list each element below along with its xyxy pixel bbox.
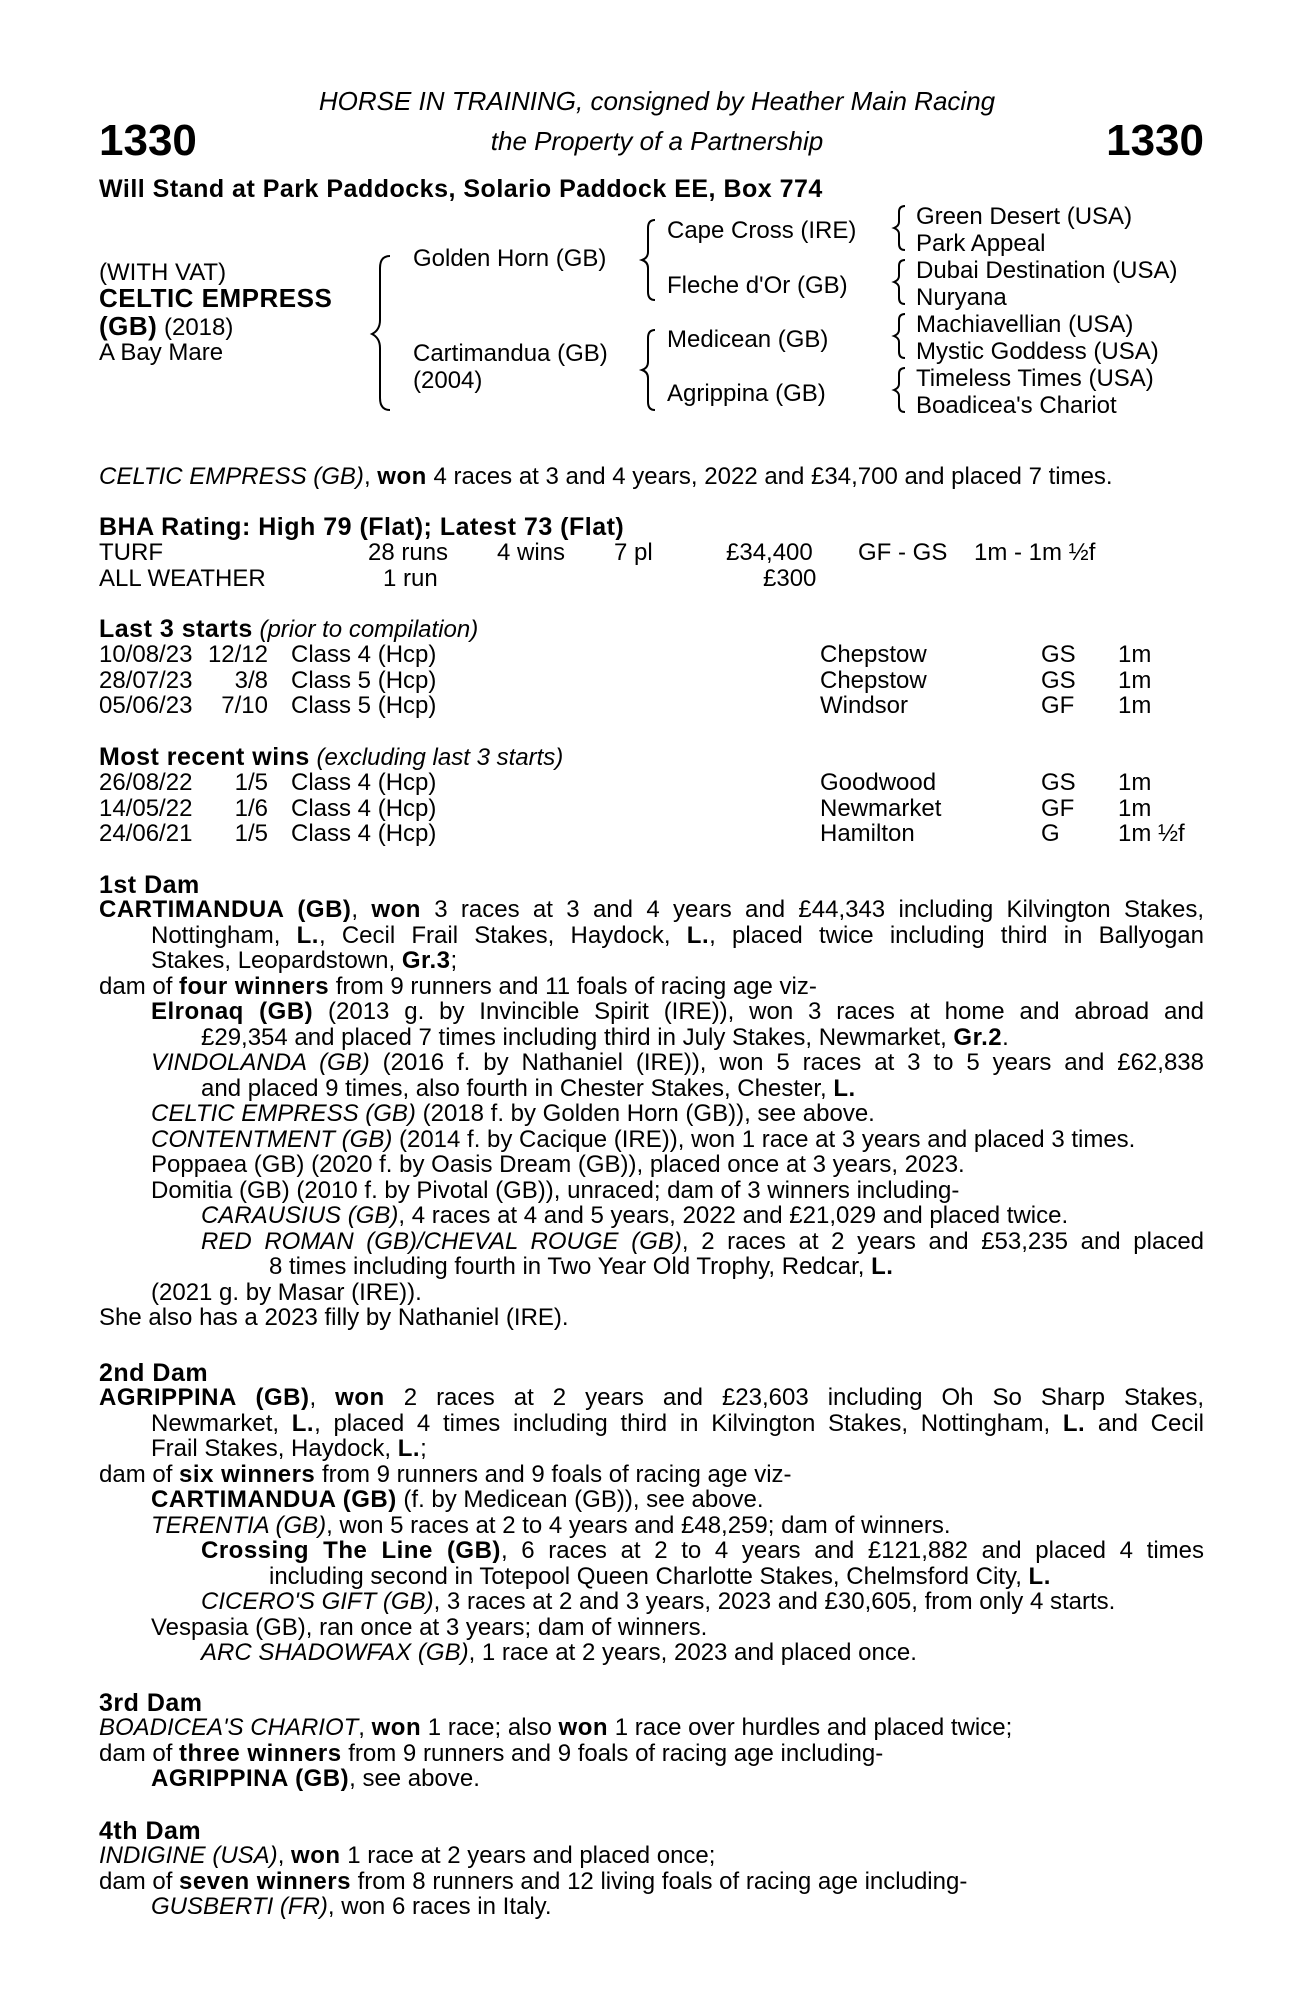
dam1-line7: VINDOLANDA (GB) (2016 f. by Nathaniel (IRE)), won 5 races at 3 to 5 years and £62,838 bbox=[151, 1049, 1204, 1076]
pedigree-sire-dam: Fleche d'Or (GB) bbox=[667, 272, 848, 299]
consignor-line: HORSE IN TRAINING, consigned by Heather Main Racing bbox=[318, 86, 996, 116]
brace-gen3-2 bbox=[894, 260, 905, 304]
bha-rating: BHA Rating: High 79 (Flat); Latest 73 (Flat) bbox=[99, 513, 625, 541]
horse-country: (GB) bbox=[99, 311, 158, 341]
dam2-line6: TERENTIA (GB), won 5 races at 2 to 4 years and £48,259; dam of winners. bbox=[151, 1511, 951, 1539]
recent-row-1-date: 26/08/22 bbox=[99, 769, 193, 796]
last3-row-2-date: 28/07/23 bbox=[99, 666, 193, 694]
last3-row-2-cls: Class 5 (Hcp) bbox=[291, 666, 437, 694]
last3-row-3-dist: 1m bbox=[1118, 692, 1152, 719]
recent-row-2-date: 14/05/22 bbox=[99, 794, 193, 822]
dam3-line2: dam of three winners from 9 runners and 9 foals of racing age including- bbox=[99, 1739, 884, 1767]
dam2-line5: CARTIMANDUA (GB) (f. by Medicean (GB)), see above. bbox=[151, 1486, 764, 1513]
dam2-line10: Vespasia (GB), ran once at 3 years; dam of winners. bbox=[151, 1613, 708, 1641]
recent-row-1-going: GS bbox=[1041, 769, 1076, 796]
summary-name: CELTIC EMPRESS (GB) bbox=[99, 463, 364, 490]
pedigree-dam-sire: Medicean (GB) bbox=[667, 326, 829, 353]
dam3-heading: 3rd Dam bbox=[99, 1689, 203, 1717]
pedigree-sire-sire: Cape Cross (IRE) bbox=[667, 217, 857, 244]
turf-placed: 7 pl bbox=[614, 539, 653, 566]
horse-year: (2018) bbox=[157, 314, 234, 341]
dam2-line11: ARC SHADOWFAX (GB), 1 race at 2 years, 2023 and placed once. bbox=[201, 1639, 917, 1666]
turf-runs: 28 runs bbox=[368, 539, 449, 566]
dam2-line2: Newmarket, L., placed 4 times including third in Kilvington Stakes, Nottingham, L. and Cecil bbox=[151, 1409, 1204, 1437]
brace-dam-parents bbox=[642, 330, 655, 410]
dam3-section bbox=[99, 1715, 1204, 1792]
dam1-line3: Stakes, Leopardstown, Gr.3; bbox=[151, 947, 458, 974]
pedigree-dds: Timeless Times (USA) bbox=[916, 365, 1154, 392]
last3-row-1-going: GS bbox=[1041, 641, 1076, 668]
race-summary: CELTIC EMPRESS (GB), won 4 races at 3 and 4 years, 2022 and £34,700 and placed 7 times. bbox=[99, 463, 1113, 490]
recent-row-3-dist: 1m ½f bbox=[1118, 820, 1185, 847]
turf-distance: 1m - 1m ½f bbox=[974, 539, 1096, 566]
dam3-line3: AGRIPPINA (GB), see above. bbox=[151, 1765, 480, 1792]
pedigree-dam: Cartimandua (GB) bbox=[413, 340, 608, 367]
dam2-line3: Frail Stakes, Haydock, L.; bbox=[151, 1435, 427, 1462]
last3-row-3-course: Windsor bbox=[820, 692, 909, 719]
dam1-line10: CONTENTMENT (GB) (2014 f. by Cacique (IRE)), won 1 race at 3 years and placed 3 times. bbox=[151, 1125, 1136, 1153]
horse-description: A Bay Mare bbox=[99, 339, 224, 366]
last3-row-2-dist: 1m bbox=[1118, 666, 1152, 694]
last3-row-2-course: Chepstow bbox=[820, 666, 927, 694]
recent-row-1-course: Goodwood bbox=[820, 769, 937, 796]
summary-won: won bbox=[377, 463, 427, 490]
pedigree-sds: Dubai Destination (USA) bbox=[916, 257, 1178, 284]
last3-row-3-going: GF bbox=[1041, 692, 1075, 719]
property-line: the Property of a Partnership bbox=[490, 126, 824, 156]
dam1-line13: CARAUSIUS (GB), 4 races at 4 and 5 years, 2022 and £21,029 and placed twice. bbox=[201, 1202, 1069, 1229]
last3-row-1-course: Chepstow bbox=[820, 641, 927, 668]
brace-gen3-4 bbox=[894, 368, 905, 412]
pedigree-sdd: Nuryana bbox=[916, 284, 1007, 311]
aw-earnings: £300 bbox=[763, 565, 817, 592]
dam1-line4: dam of four winners from 9 runners and 11 foals of racing age viz- bbox=[99, 972, 817, 1000]
last3-row-1-cls: Class 4 (Hcp) bbox=[291, 641, 437, 668]
aw-runs: 1 run bbox=[383, 565, 438, 592]
dam2-line1: AGRIPPINA (GB), won 2 races at 2 years and £23,603 including Oh So Sharp Stakes, bbox=[99, 1384, 1205, 1411]
recent-row-1-pos: 1/5 bbox=[234, 769, 268, 796]
dam1-line14: RED ROMAN (GB)/CHEVAL ROUGE (GB), 2 races at 2 years and £53,235 and placed bbox=[201, 1227, 1205, 1255]
recent-row-1-cls: Class 4 (Hcp) bbox=[291, 769, 437, 796]
dam2-line7: Crossing The Line (GB), 6 races at 2 to 4 years and £121,882 and placed 4 times bbox=[201, 1537, 1204, 1564]
last3-row-1-date: 10/08/23 bbox=[99, 641, 193, 668]
last3-heading: Last 3 starts (prior to compilation) bbox=[99, 615, 479, 643]
dam4-line2: dam of seven winners from 8 runners and 12 living foals of racing age including- bbox=[99, 1867, 968, 1895]
dam2-heading: 2nd Dam bbox=[99, 1359, 209, 1387]
recent-row-1-dist: 1m bbox=[1118, 769, 1152, 796]
dam1-heading: 1st Dam bbox=[99, 871, 200, 899]
pedigree-sss: Green Desert (USA) bbox=[916, 203, 1133, 230]
dam1-line1: CARTIMANDUA (GB), won 3 races at 3 and 4 years and £44,343 including Kilvington Stakes, bbox=[99, 896, 1204, 923]
recent-row-3-pos: 1/5 bbox=[234, 820, 268, 847]
summary-rest: 4 races at 3 and 4 years, 2022 and £34,700 and placed 7 times. bbox=[426, 463, 1113, 490]
pedigree-ddd: Boadicea's Chariot bbox=[916, 392, 1117, 419]
dam1-line16: (2021 g. by Masar (IRE)). bbox=[151, 1278, 422, 1306]
recent-row-3-course: Hamilton bbox=[820, 820, 915, 847]
last3-row-3-cls: Class 5 (Hcp) bbox=[291, 692, 437, 719]
recent-row-2-cls: Class 4 (Hcp) bbox=[291, 794, 437, 822]
last3-row-2-pos: 3/8 bbox=[234, 666, 268, 694]
last3-row-1-dist: 1m bbox=[1118, 641, 1152, 668]
dam2-section bbox=[99, 1385, 1204, 1666]
horse-name: CELTIC EMPRESS bbox=[99, 283, 333, 313]
turf-going: GF - GS bbox=[858, 539, 948, 566]
dam1-line6: £29,354 and placed 7 times including third in July Stakes, Newmarket, Gr.2. bbox=[201, 1023, 1009, 1051]
dam1-line2: Nottingham, L., Cecil Frail Stakes, Haydock, L., placed twice including third in Ballyogan bbox=[151, 921, 1204, 949]
dam1-section bbox=[99, 897, 1204, 1331]
brace-gen3-3 bbox=[894, 314, 905, 358]
last3-row-1-pos: 12/12 bbox=[207, 641, 268, 668]
recent-row-3-cls: Class 4 (Hcp) bbox=[291, 820, 437, 847]
recent-heading: Most recent wins (excluding last 3 starts) bbox=[99, 743, 564, 771]
dam1-line11: Poppaea (GB) (2020 f. by Oasis Dream (GB)), placed once at 3 years, 2023. bbox=[151, 1151, 965, 1178]
pedigree-dss: Machiavellian (USA) bbox=[916, 311, 1134, 338]
lot-number-right: 1330 bbox=[1106, 116, 1204, 165]
turf-surface: TURF bbox=[99, 539, 163, 566]
pedigree-sire: Golden Horn (GB) bbox=[413, 245, 607, 272]
last3-row-2-going: GS bbox=[1041, 666, 1076, 694]
dam2-line4: dam of six winners from 9 runners and 9 foals of racing age viz- bbox=[99, 1460, 792, 1488]
dam1-line5: Elronaq (GB) (2013 g. by Invincible Spirit (IRE)), won 3 races at home and abroad and bbox=[151, 998, 1204, 1025]
last3-row-3-pos: 7/10 bbox=[221, 692, 268, 719]
pedigree-dam-year: (2004) bbox=[413, 367, 483, 394]
dam1-line8: and placed 9 times, also fourth in Chester Stakes, Chester, L. bbox=[201, 1074, 856, 1102]
pedigree-dsd: Mystic Goddess (USA) bbox=[916, 338, 1159, 365]
dam1-line9: CELTIC EMPRESS (GB) (2018 f. by Golden Horn (GB)), see above. bbox=[151, 1100, 875, 1127]
dam1-line15: 8 times including fourth in Two Year Old Trophy, Redcar, L. bbox=[269, 1253, 894, 1280]
dam4-section bbox=[99, 1843, 1204, 1920]
lot-number-left: 1330 bbox=[99, 116, 197, 165]
pedigree-ssd: Park Appeal bbox=[916, 230, 1046, 257]
recent-row-2-going: GF bbox=[1041, 794, 1075, 822]
recent-row-3-going: G bbox=[1041, 820, 1060, 847]
dam2-line8: including second in Totepool Queen Charlotte Stakes, Chelmsford City, L. bbox=[269, 1562, 1051, 1590]
last3-row-3-date: 05/06/23 bbox=[99, 692, 193, 719]
brace-parents bbox=[372, 256, 390, 410]
dam4-line3: GUSBERTI (FR), won 6 races in Italy. bbox=[151, 1893, 552, 1920]
dam1-line17: She also has a 2023 filly by Nathaniel (IRE). bbox=[99, 1304, 569, 1331]
brace-sire-parents bbox=[642, 220, 655, 300]
dam4-heading: 4th Dam bbox=[99, 1817, 202, 1845]
turf-earnings: £34,400 bbox=[726, 539, 813, 566]
brace-gen3-1 bbox=[894, 206, 905, 250]
stand-location: Will Stand at Park Paddocks, Solario Paddock EE, Box 774 bbox=[99, 175, 823, 203]
dam1-line12: Domitia (GB) (2010 f. by Pivotal (GB)), unraced; dam of 3 winners including- bbox=[151, 1176, 960, 1204]
dam3-line1: BOADICEA'S CHARIOT, won 1 race; also won 1 race over hurdles and placed twice; bbox=[99, 1714, 1013, 1741]
recent-row-2-dist: 1m bbox=[1118, 794, 1152, 822]
dam4-line1: INDIGINE (USA), won 1 race at 2 years and placed once; bbox=[99, 1842, 716, 1869]
recent-row-3-date: 24/06/21 bbox=[99, 820, 193, 847]
dam2-line9: CICERO'S GIFT (GB), 3 races at 2 and 3 years, 2023 and £30,605, from only 4 starts. bbox=[201, 1588, 1116, 1615]
pedigree-dam-dam: Agrippina (GB) bbox=[667, 380, 826, 407]
recent-row-2-pos: 1/6 bbox=[234, 794, 268, 822]
vat-note: (WITH VAT) bbox=[99, 259, 227, 286]
turf-wins: 4 wins bbox=[497, 539, 566, 566]
recent-row-2-course: Newmarket bbox=[820, 794, 942, 822]
aw-surface: ALL WEATHER bbox=[99, 565, 266, 592]
